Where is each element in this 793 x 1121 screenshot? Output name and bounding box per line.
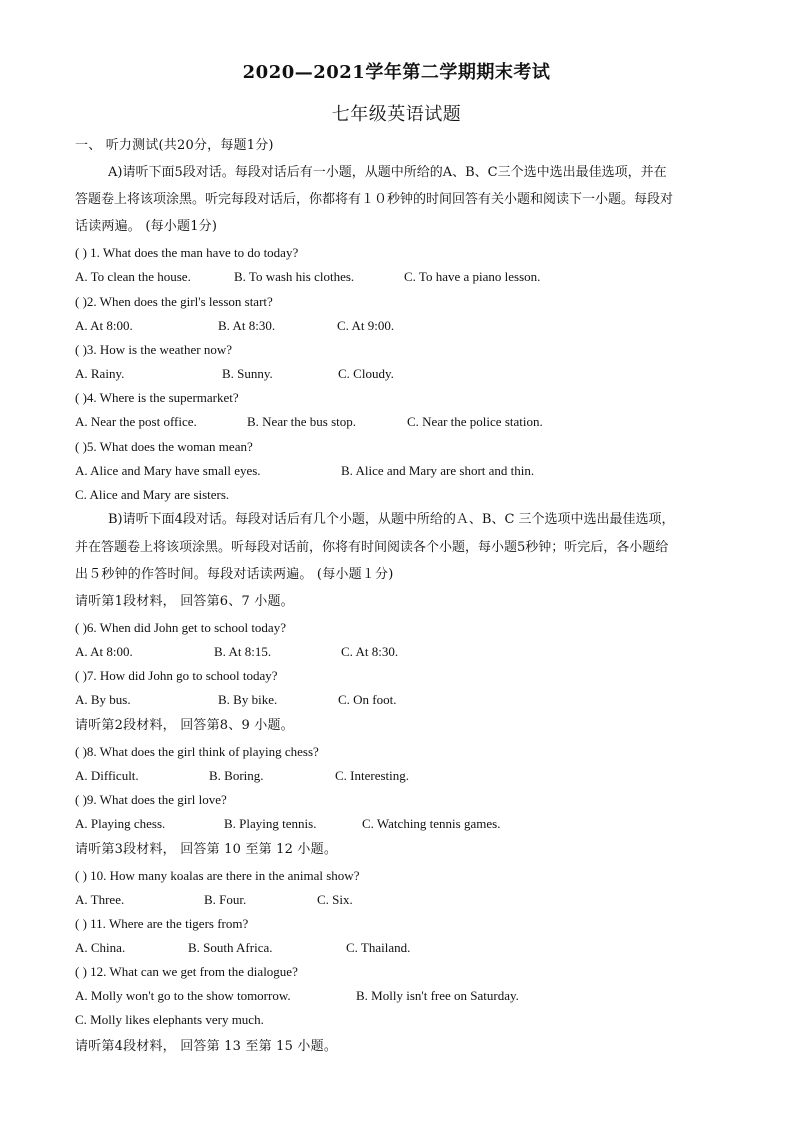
q1-option-c: C. To have a piano lesson. <box>404 269 541 284</box>
q1-option-a: A. To clean the house. <box>75 269 191 284</box>
q5-option-b: B. Alice and Mary are short and thin. <box>341 463 535 478</box>
q11-option-c: C. Thailand. <box>346 940 411 955</box>
q7-option-a: A. By bus. <box>75 692 131 707</box>
segment-1-prompt: 请听第1段材料， 回答第6、7 小题。 <box>75 594 294 609</box>
partA-instruction-line-1: A)请听下面5段对话。每段对话后有一小题，从题中所给的A、B、C三个选中选出最佳选项，并在 <box>108 165 667 180</box>
q5-option-c: C. Alice and Mary are sisters. <box>75 487 230 502</box>
q7-option-b: B. By bike. <box>218 692 278 707</box>
q12-option-b: B. Molly isn't free on Saturday. <box>356 988 519 1003</box>
question-3: ( )3. How is the weather now? <box>75 342 233 357</box>
question-12: ( ) 12. What can we get from the dialogue? <box>75 964 298 979</box>
segment-4-prompt: 请听第4段材料， 回答第 13 至第 15 小题。 <box>75 1039 338 1054</box>
partB-instruction-line-1: B)请听下面4段对话。每段对话后有几个小题，从题中所给的Ａ、B、C 三个选项中选出最佳选项， <box>108 512 675 527</box>
question-10: ( ) 10. How many koalas are there in the animal show? <box>75 868 360 883</box>
question-1: ( ) 1. What does the man have to do today? <box>75 245 299 260</box>
q5-option-a: A. Alice and Mary have small eyes. <box>75 463 261 478</box>
partB-instruction-line-2: 并在答题卷上将该项涂黑。听每段对话前，你将有时间阅读各个小题，每小题5秒钟；听完后，各小题给 <box>75 540 669 555</box>
exam-title: 2020—2021学年第二学期期末考试 <box>242 62 551 83</box>
q10-option-c: C. Six. <box>317 892 353 907</box>
q3-option-a: A. Rainy. <box>75 366 125 381</box>
q11-option-b: B. South Africa. <box>188 940 273 955</box>
q2-option-b: B. At 8:30. <box>218 318 276 333</box>
q9-option-b: B. Playing tennis. <box>224 816 317 831</box>
segment-2-prompt: 请听第2段材料， 回答第8、9 小题。 <box>75 718 294 733</box>
q8-option-b: B. Boring. <box>209 768 264 783</box>
q12-option-c: C. Molly likes elephants very much. <box>75 1012 264 1027</box>
q4-option-c: C. Near the police station. <box>407 414 543 429</box>
q8-option-a: A. Difficult. <box>75 768 139 783</box>
partA-instruction-line-2: 答题卷上将该项涂黑。听完每段对话后，你都将有１０秒钟的时间回答有关小题和阅读下一小题。每段对 <box>75 192 674 207</box>
q9-option-c: C. Watching tennis games. <box>362 816 501 831</box>
q6-option-c: C. At 8:30. <box>341 644 399 659</box>
q2-option-c: C. At 9:00. <box>337 318 395 333</box>
q4-option-a: A. Near the post office. <box>75 414 197 429</box>
question-8: ( )8. What does the girl think of playing chess? <box>75 744 319 759</box>
question-7: ( )7. How did John go to school today? <box>75 668 278 683</box>
question-6: ( )6. When did John get to school today? <box>75 620 286 635</box>
q10-option-b: B. Four. <box>204 892 247 907</box>
q4-option-b: B. Near the bus stop. <box>247 414 357 429</box>
question-4: ( )4. Where is the supermarket? <box>75 390 239 405</box>
q3-option-c: C. Cloudy. <box>338 366 394 381</box>
section-heading: 一、 听力测试(共20分，每题1分) <box>75 138 274 153</box>
question-5: ( )5. What does the woman mean? <box>75 439 253 454</box>
q3-option-b: B. Sunny. <box>222 366 273 381</box>
question-9: ( )9. What does the girl love? <box>75 792 227 807</box>
q6-option-b: B. At 8:15. <box>214 644 272 659</box>
q12-option-a: A. Molly won't go to the show tomorrow. <box>75 988 291 1003</box>
segment-3-prompt: 请听第3段材料， 回答第 10 至第 12 小题。 <box>75 842 338 857</box>
q2-option-a: A. At 8:00. <box>75 318 133 333</box>
q7-option-c: C. On foot. <box>338 692 397 707</box>
exam-subtitle: 七年级英语试题 <box>331 104 462 125</box>
question-2: ( )2. When does the girl's lesson start? <box>75 294 273 309</box>
q10-option-a: A. Three. <box>75 892 125 907</box>
q8-option-c: C. Interesting. <box>335 768 410 783</box>
q6-option-a: A. At 8:00. <box>75 644 133 659</box>
partB-instruction-line-3: 出５秒钟的作答时间。每段对话读两遍。 (每小题１分) <box>75 567 394 582</box>
q11-option-a: A. China. <box>75 940 126 955</box>
question-11: ( ) 11. Where are the tigers from? <box>75 916 249 931</box>
partA-instruction-line-3: 话读两遍。 (每小题1分) <box>75 219 218 234</box>
q1-option-b: B. To wash his clothes. <box>234 269 355 284</box>
q9-option-a: A. Playing chess. <box>75 816 166 831</box>
